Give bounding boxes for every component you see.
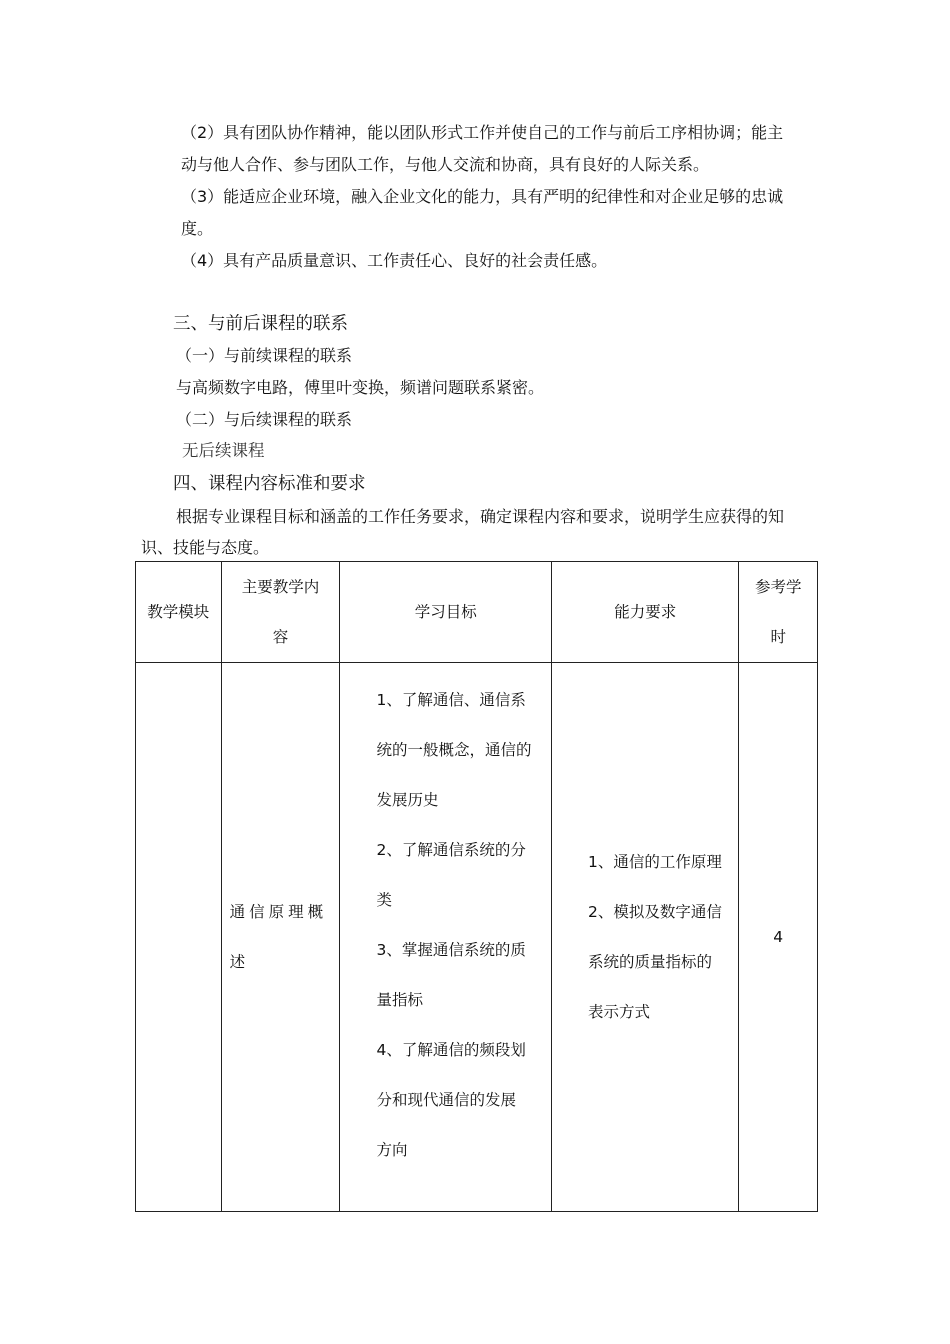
section-3-subheading-1: （一）与前续课程的联系	[176, 346, 353, 365]
goal-line: 方向	[376, 1141, 408, 1159]
goal-line: 1、了解通信、通信系	[376, 691, 526, 709]
header-hours-line-2: 时	[770, 628, 786, 646]
cell-content-line-2: 述	[229, 953, 246, 971]
goal-line: 类	[376, 891, 392, 909]
cell-ability	[552, 663, 739, 1212]
section-4-intro-line-1: 根据专业课程目标和涵盖的工作任务要求，确定课程内容和要求，说明学生应获得的知	[176, 507, 785, 526]
goal-line: 分和现代通信的发展	[376, 1091, 516, 1109]
paragraph-3-line-2: 度。	[181, 219, 214, 238]
table-row	[136, 663, 818, 1212]
section-4-intro-line-2: 识、技能与态度。	[141, 538, 270, 557]
section-4-heading: 四、课程内容标准和要求	[173, 474, 366, 494]
cell-hours: 4	[739, 663, 818, 1212]
section-3-text-2: 无后续课程	[182, 441, 265, 460]
section-3-subheading-2: （二）与后续课程的联系	[176, 410, 353, 429]
goal-line: 3、掌握通信系统的质	[376, 941, 526, 959]
section-3-text-1: 与高频数字电路，傅里叶变换，频谱问题联系紧密。	[176, 378, 545, 397]
header-module: 教学模块	[136, 562, 222, 663]
goal-line: 量指标	[376, 991, 423, 1009]
course-content-table	[135, 561, 818, 1212]
goal-line: 2、了解通信系统的分	[376, 841, 526, 859]
ability-line: 系统的质量指标的	[588, 953, 713, 971]
paragraph-3-line-1: （3）能适应企业环境，融入企业文化的能力，具有严明的纪律性和对企业足够的忠诚	[181, 187, 784, 206]
table-header-row	[136, 562, 818, 663]
header-hours	[739, 562, 818, 663]
goal-line: 发展历史	[376, 791, 439, 809]
header-ability: 能力要求	[552, 562, 739, 663]
goal-line: 4、了解通信的频段划	[376, 1041, 526, 1059]
cell-module	[136, 663, 222, 1212]
header-hours-line-1: 参考学	[754, 578, 802, 596]
paragraph-2-line-1: （2）具有团队协作精神，能以团队形式工作并使自己的工作与前后工序相协调；能主	[181, 123, 784, 142]
header-goals: 学习目标	[340, 562, 552, 663]
section-3-heading: 三、与前后课程的联系	[173, 314, 348, 334]
ability-line: 2、模拟及数字通信	[588, 903, 722, 921]
header-content	[221, 562, 340, 663]
header-content-line-1: 主要教学内	[241, 578, 320, 596]
ability-line: 1、通信的工作原理	[588, 853, 722, 871]
ability-line: 表示方式	[588, 1003, 651, 1021]
header-content-line-2: 容	[272, 628, 289, 646]
goal-line: 统的一般概念，通信的	[376, 741, 532, 759]
paragraph-4-line-1: （4）具有产品质量意识、工作责任心、良好的社会责任感。	[181, 251, 608, 270]
cell-content	[221, 663, 340, 1212]
cell-content-line-1: 通信原理概	[229, 903, 328, 921]
cell-goals	[340, 663, 552, 1212]
paragraph-2-line-2: 动与他人合作、参与团队工作，与他人交流和协商，具有良好的人际关系。	[181, 155, 710, 174]
